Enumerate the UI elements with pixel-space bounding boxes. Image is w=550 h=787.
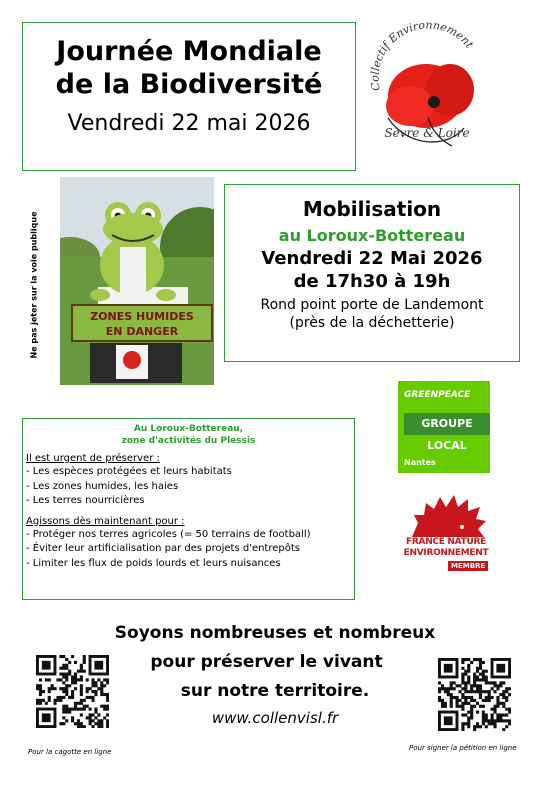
footer-line-1: Soyons nombreuses et nombreux	[114, 623, 436, 643]
vertical-note-text: Ne pas jeter sur la voie publique	[29, 211, 39, 359]
logo-bottom-text: Sèvre & Loire	[384, 126, 470, 140]
info-section-2-title: Agissons dès maintenant pour :	[26, 515, 185, 527]
logo-arc-text: Collectif Environnement	[368, 18, 476, 92]
qr-left-caption: Pour la cagotte en ligne	[28, 748, 112, 756]
greenpeace-logo	[398, 381, 490, 473]
list-item: - Protéger nos terres agricoles (= 50 terrains de football)	[26, 528, 311, 540]
mobilisation-date: Vendredi 22 Mai 2026	[261, 248, 483, 269]
mobilisation-address: Rond point porte de Landemont	[260, 297, 484, 313]
sign-line-1: ZONES HUMIDES	[90, 310, 194, 323]
footer-line-2: pour préserver le vivant	[150, 652, 383, 672]
qr-code-cagotte[interactable]	[36, 655, 109, 728]
website-link[interactable]: www.collenvisl.fr	[211, 709, 339, 727]
info-box	[22, 418, 355, 600]
collectif-environnement-logo	[368, 18, 486, 168]
mobilisation-address-detail: (près de la déchetterie)	[289, 315, 455, 331]
vertical-note	[14, 210, 54, 360]
mobilisation-place: au Loroux-Bottereau	[278, 226, 466, 245]
fne-logo	[398, 493, 494, 583]
sign-line-2: EN DANGER	[105, 325, 179, 338]
title-line-1: Journée Mondiale	[56, 36, 322, 67]
greenpeace-brand: GREENPEACE	[404, 390, 471, 400]
footer-line-3: sur notre territoire.	[180, 681, 370, 701]
mobilisation-box	[224, 184, 520, 362]
title-box	[22, 22, 356, 171]
qr-code-petition[interactable]	[438, 658, 511, 731]
mobilisation-time: de 17h30 à 19h	[293, 271, 451, 292]
hedgehog-icon	[398, 493, 494, 539]
list-item: - Les terres nourricières	[26, 495, 145, 506]
greenpeace-city: Nantes	[404, 458, 436, 467]
greenpeace-band: GROUPE LOCAL	[404, 413, 490, 435]
fne-membre-badge: MEMBRE	[448, 561, 488, 571]
fne-line-2: ENVIRONNEMENT	[403, 548, 489, 558]
fne-line-1: FRANCE NATURE	[406, 537, 486, 547]
mobilisation-title: Mobilisation	[302, 197, 442, 221]
event-date: Vendredi 22 mai 2026	[67, 111, 311, 136]
qr-right-caption: Pour signer la pétition en ligne	[409, 744, 517, 752]
list-item: - Limiter les flux de poids lourds et leurs nuisances	[26, 557, 281, 569]
title-line-2: de la Biodiversité	[55, 69, 323, 100]
info-section-1-title: Il est urgent de préserver :	[26, 453, 160, 464]
info-heading-1: Au Loroux-Bottereau,	[133, 424, 244, 434]
frog-sign-photo	[60, 177, 214, 385]
info-heading-2: zone d'activités du Plessis	[121, 436, 256, 446]
list-item: - Les zones humides, les haies	[26, 480, 179, 492]
list-item: - Éviter leur artificialisation par des projets d'entrepôts	[26, 543, 300, 554]
list-item: - Les espèces protégées et leurs habitats	[26, 466, 232, 477]
